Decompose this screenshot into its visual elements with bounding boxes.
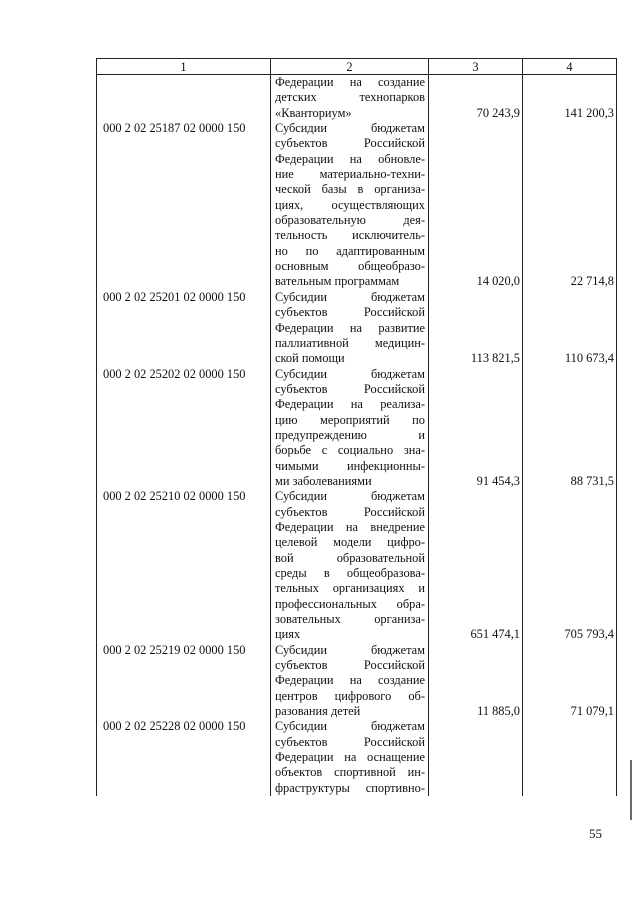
column-header-4: 4 — [523, 59, 617, 75]
description-line: вательным программам — [275, 274, 400, 289]
description-line: субъектов Российской — [275, 658, 425, 673]
description-line: разования детей — [275, 704, 361, 719]
column-header-1: 1 — [97, 59, 271, 75]
description-line: субъектов Российской — [275, 136, 425, 151]
description-line: борьбе с социально зна- — [275, 443, 425, 458]
amount-col3-cell: 91 454,3 — [429, 367, 523, 490]
budget-table — [96, 58, 617, 796]
description-line: субъектов Российской — [275, 734, 425, 749]
amount-col3-cell: 11 885,0 — [429, 643, 523, 720]
description-cell — [271, 121, 429, 290]
page-edge-mark — [630, 760, 632, 820]
page-number: 55 — [589, 826, 602, 841]
description-line: Федерации на реализа- — [275, 397, 425, 412]
description-line: ческой базы в организа- — [275, 182, 425, 197]
amount-col3-cell: 651 474,1 — [429, 489, 523, 642]
table-body — [97, 75, 617, 797]
amount-col3-cell — [429, 719, 523, 796]
description-line: субъектов Российской — [275, 305, 425, 320]
description-line: паллиативной медицин- — [275, 335, 425, 350]
amount-col4-cell: 71 079,1 — [523, 643, 617, 720]
description-line: субъектов Российской — [275, 381, 425, 396]
table-row — [97, 290, 617, 367]
column-header-2: 2 — [271, 59, 429, 75]
description-line: образовательную дея- — [275, 213, 425, 228]
description-cell — [271, 719, 429, 796]
description-line: профессиональных обра- — [275, 596, 425, 611]
description-line: но по адаптированным — [275, 243, 425, 258]
budget-code-cell: 000 2 02 25210 02 0000 150 — [97, 489, 271, 642]
description-line: Федерации на обновле- — [275, 151, 425, 166]
description-line: Субсидии бюджетам — [275, 121, 425, 136]
amount-col4-cell — [523, 719, 617, 796]
description-line: Субсидии бюджетам — [275, 289, 425, 304]
description-cell — [271, 489, 429, 642]
amount-col3-cell: 14 020,0 — [429, 121, 523, 290]
description-cell — [271, 643, 429, 720]
column-header-3: 3 — [429, 59, 523, 75]
description-line: детских технопарков — [275, 90, 425, 105]
description-line: цию мероприятий по — [275, 412, 425, 427]
description-line: целевой модели цифро- — [275, 535, 425, 550]
amount-col3-cell: 70 243,9 — [429, 75, 523, 122]
description-line: ние материально-техни- — [275, 167, 425, 182]
description-line: объектов спортивной ин- — [275, 765, 425, 780]
description-line: зовательных организа- — [275, 612, 425, 627]
description-line: Субсидии бюджетам — [275, 642, 425, 657]
description-line: Субсидии бюджетам — [275, 489, 425, 504]
description-line: фраструктуры спортивно- — [275, 780, 425, 795]
description-line: субъектов Российской — [275, 504, 425, 519]
description-line: Федерации на внедрение — [275, 519, 425, 534]
description-cell — [271, 367, 429, 490]
description-line: «Кванториум» — [275, 105, 352, 120]
table-header-row — [97, 59, 617, 75]
description-line: вой образовательной — [275, 550, 425, 565]
amount-col4-cell: 22 714,8 — [523, 121, 617, 290]
description-cell — [271, 75, 429, 122]
description-line: ми заболеваниями — [275, 473, 372, 488]
table-row — [97, 367, 617, 490]
description-line: тельных организациях и — [275, 581, 425, 596]
description-line: Федерации на создание — [275, 673, 425, 688]
amount-col4-cell: 705 793,4 — [523, 489, 617, 642]
description-line: основным общеобразо- — [275, 259, 425, 274]
description-line: Субсидии бюджетам — [275, 719, 425, 734]
table-row — [97, 121, 617, 290]
budget-code-cell — [97, 75, 271, 122]
amount-col4-cell: 88 731,5 — [523, 367, 617, 490]
table-row — [97, 643, 617, 720]
description-line: предупреждению и — [275, 427, 425, 442]
description-line: Федерации на развитие — [275, 320, 425, 335]
table-row — [97, 489, 617, 642]
description-line: Федерации на создание — [275, 75, 425, 89]
budget-code-cell: 000 2 02 25201 02 0000 150 — [97, 290, 271, 367]
amount-col4-cell: 110 673,4 — [523, 290, 617, 367]
table-row — [97, 75, 617, 122]
description-line: циях, осуществляющих — [275, 197, 425, 212]
description-cell — [271, 290, 429, 367]
description-line: среды в общеобразова- — [275, 566, 425, 580]
budget-code-cell: 000 2 02 25219 02 0000 150 — [97, 643, 271, 720]
table-row — [97, 719, 617, 796]
description-line: Субсидии бюджетам — [275, 366, 425, 381]
description-line: тельность исключитель- — [275, 228, 425, 243]
description-line: центров цифрового об- — [275, 688, 425, 703]
budget-code-cell: 000 2 02 25228 02 0000 150 — [97, 719, 271, 796]
amount-col4-cell: 141 200,3 — [523, 75, 617, 122]
budget-code-cell: 000 2 02 25187 02 0000 150 — [97, 121, 271, 290]
description-line: ской помощи — [275, 351, 345, 366]
description-line: Федерации на оснащение — [275, 750, 425, 765]
budget-code-cell: 000 2 02 25202 02 0000 150 — [97, 367, 271, 490]
amount-col3-cell: 113 821,5 — [429, 290, 523, 367]
description-line: чимыми инфекционны- — [275, 458, 425, 473]
description-line: циях — [275, 627, 301, 642]
